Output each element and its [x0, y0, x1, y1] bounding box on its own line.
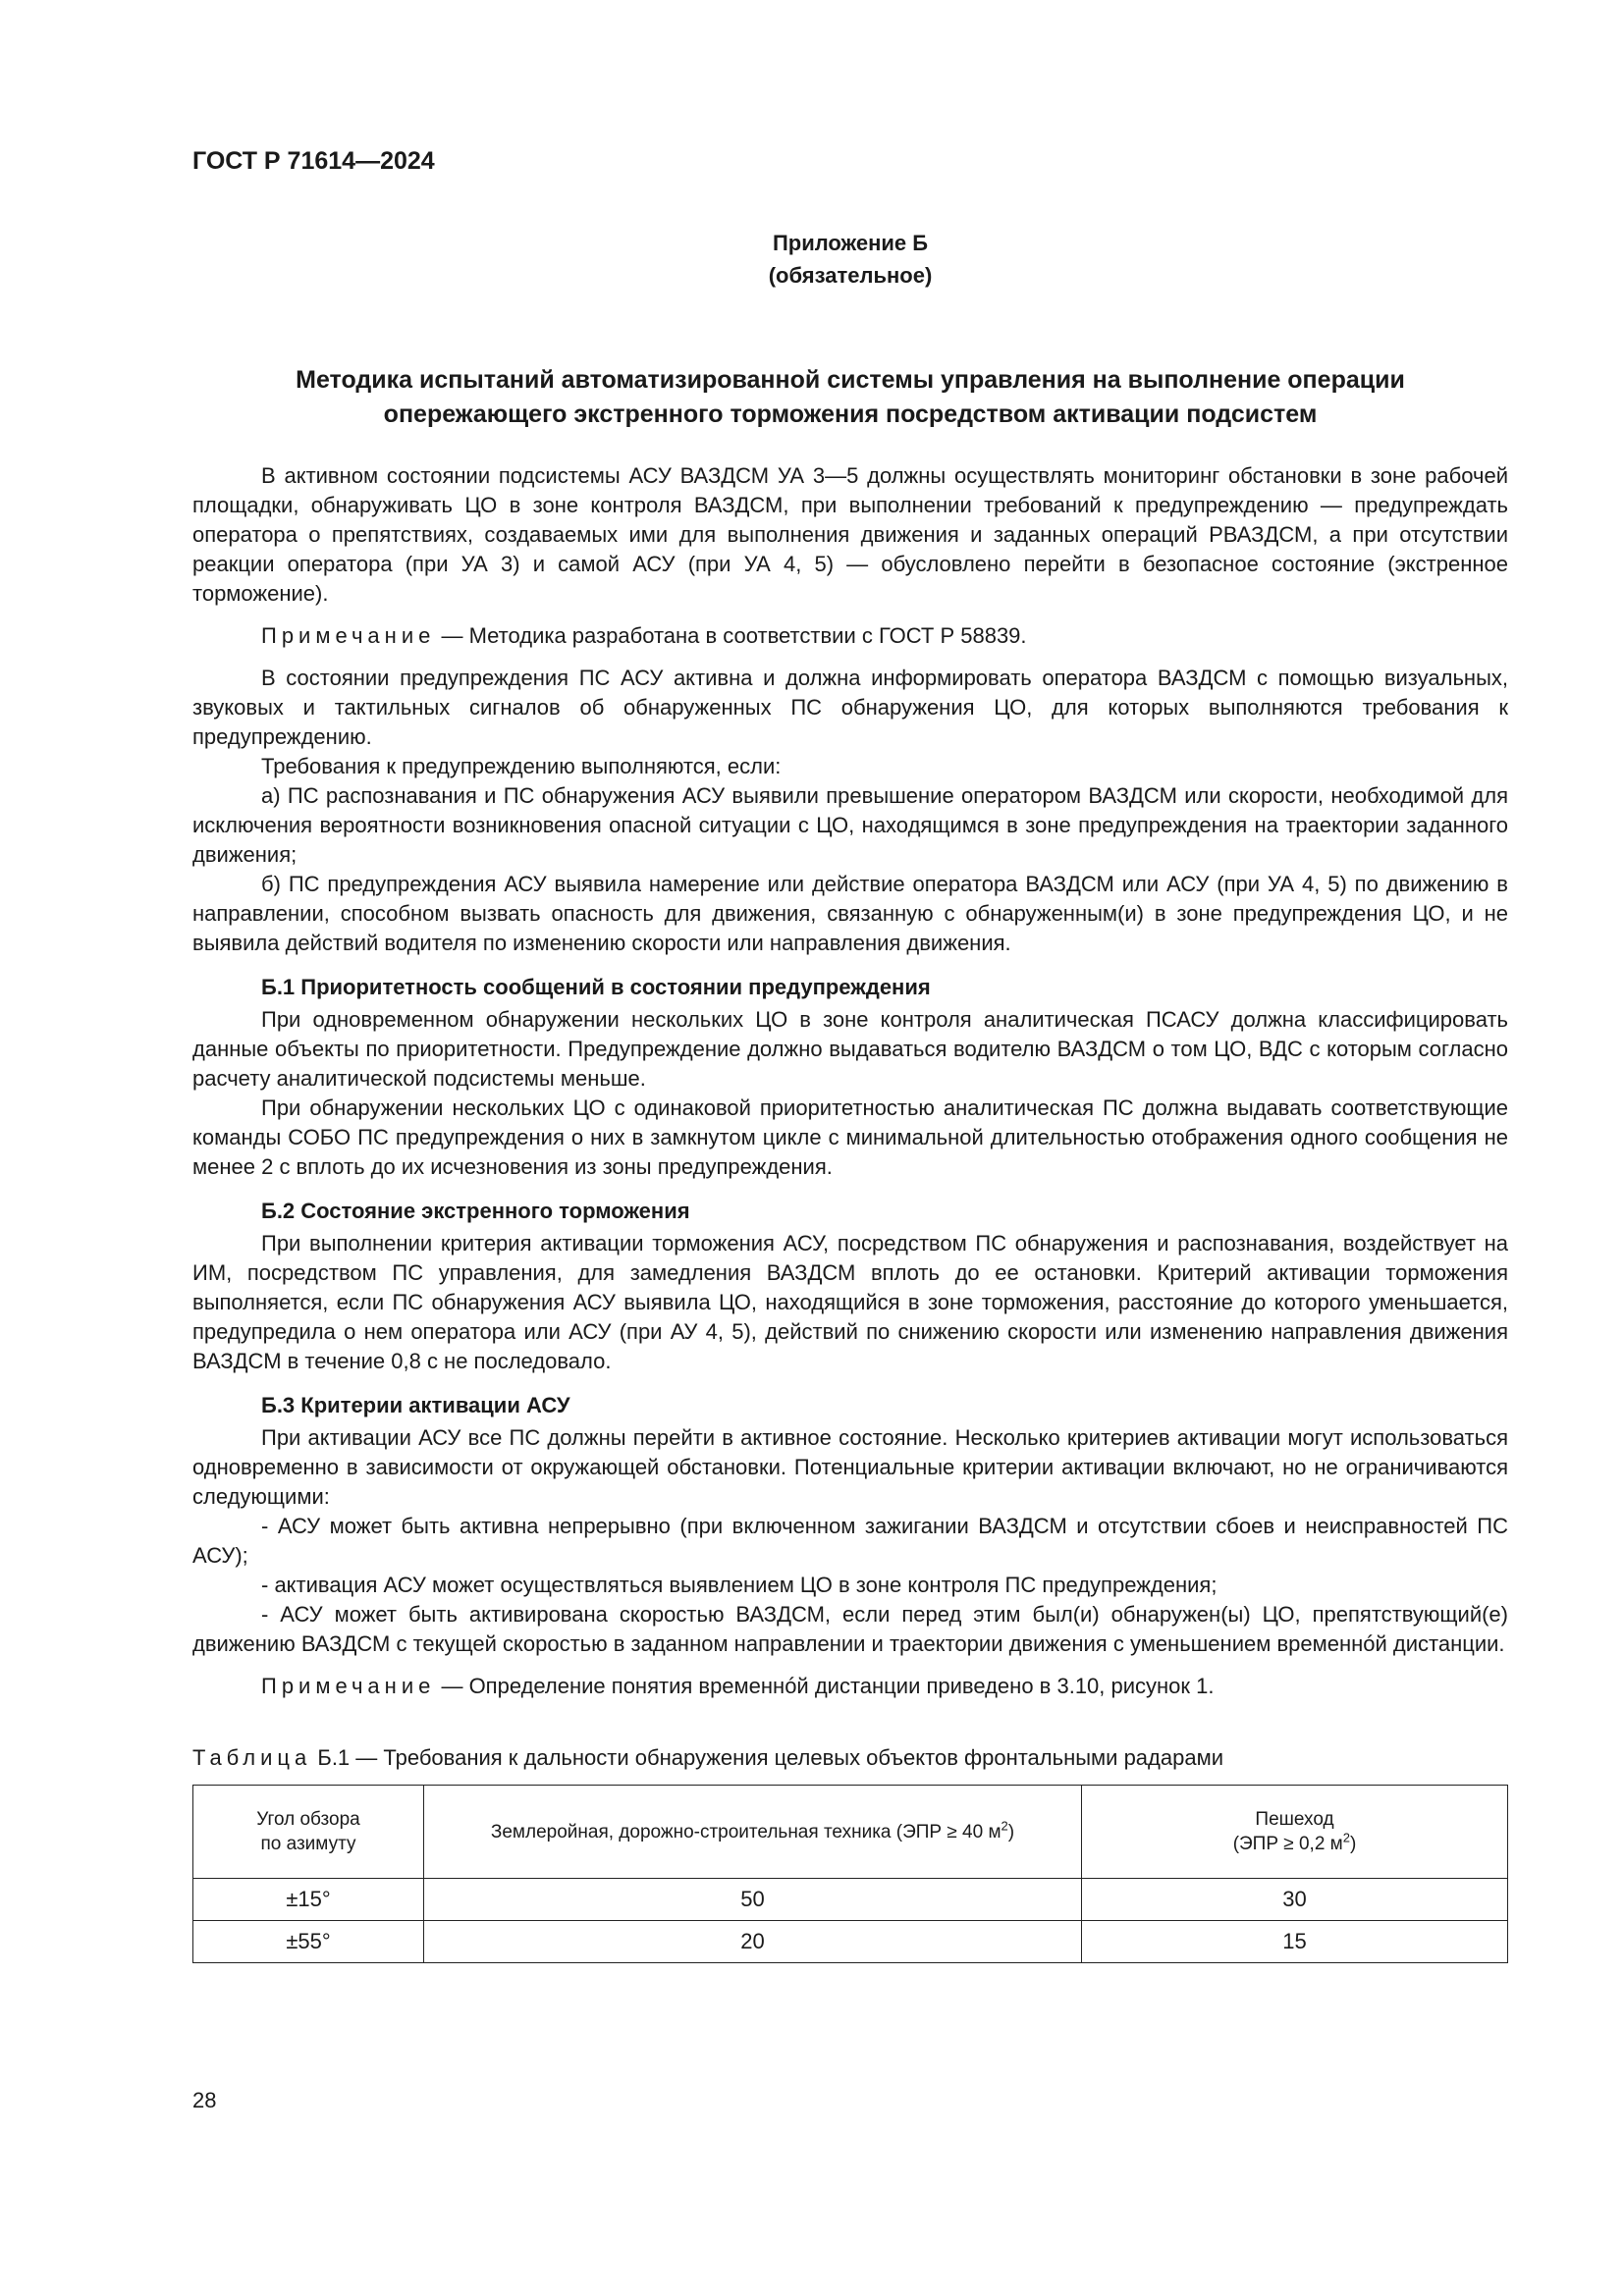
section-heading-b3: Б.3 Критерии активации АСУ	[261, 1393, 570, 1417]
section-b3-paragraph-1: При активации АСУ все ПС должны перейти в активное состояние. Несколько критериев активации могут использоваться одновременно в зависимости от окружающей обстановки. Потенциальные критерии активации включают, но не ограничиваются следующими:	[192, 1425, 1508, 1509]
cell-machinery-range: 20	[424, 1921, 1082, 1963]
intro-paragraph-3: Требования к предупреждению выполняются, если:	[261, 754, 782, 778]
cell-angle: ±55°	[193, 1921, 424, 1963]
list-item: - активация АСУ может осуществляться выявлением ЦО в зоне контроля ПС предупреждения;	[261, 1573, 1218, 1597]
annex-title-line-1: Методика испытаний автоматизированной системы управления на выполнение операции	[296, 366, 1405, 394]
note-label: Примечание	[261, 623, 436, 648]
note-text: — Методика разработана в соответствии с ГОСТ Р 58839.	[435, 623, 1027, 648]
cell-machinery-range: 50	[424, 1879, 1082, 1921]
intro-paragraph-2: В состоянии предупреждения ПС АСУ активна и должна информировать оператора ВАЗДСМ с помощью визуальных, звуковых и тактильных сигналов об обнаруженных ПС обнаружения ЦО, для которых выполняются требования к предупреждению.	[192, 666, 1508, 749]
detection-range-table	[192, 1785, 1508, 1963]
table-caption-label: Таблица	[192, 1745, 312, 1770]
annex-title	[192, 363, 1508, 432]
section-b1-paragraph-2: При обнаружении нескольких ЦО с одинаковой приоритетностью аналитическая ПС должна выдавать соответствующие команды СОБО ПС предупреждения о них в замкнутом цикле с минимальной длительностью отображения одного сообщения не менее 2 с вплоть до их исчезновения из зоны предупреждения.	[192, 1095, 1508, 1179]
note-text: — Определение понятия временнóй дистанции приведено в 3.10, рисунок 1.	[435, 1674, 1215, 1698]
annex-name: Приложение Б	[772, 231, 929, 255]
document-page	[192, 147, 1508, 1963]
list-item-a: а) ПС распознавания и ПС обнаружения АСУ выявили превышение оператором ВАЗДСМ или скорости, необходимой для исключения вероятности возникновения опасной ситуации с ЦО, находящимся в зоне предупреждения на траектории заданного движения;	[192, 783, 1508, 867]
intro-note	[192, 621, 1508, 651]
table-caption-text: Б.1 — Требования к дальности обнаружения целевых объектов фронтальными радарами	[311, 1745, 1224, 1770]
table-row	[193, 1921, 1508, 1963]
list-item: - АСУ может быть активирована скоростью ВАЗДСМ, если перед этим был(и) обнаружен(ы) ЦО, препятствующий(е) движению ВАЗДСМ с текущей скоростью в заданном направлении и траектории движения с уменьшением временнóй дистанции.	[192, 1602, 1508, 1656]
cell-angle: ±15°	[193, 1879, 424, 1921]
section-heading-b1: Б.1 Приоритетность сообщений в состоянии предупреждения	[261, 975, 931, 999]
cell-pedestrian-range: 15	[1082, 1921, 1508, 1963]
section-b2-paragraph-1: При выполнении критерия активации торможения АСУ, посредством ПС обнаружения и распознавания, воздействует на ИМ, посредством ПС управления, для замедления ВАЗДСМ вплоть до ее остановки. Критерий активации торможения выполняется, если ПС обнаружения АСУ выявила ЦО, находящийся в зоне торможения, расстояние до которого уменьшается, предупредила о нем оператора или АСУ (при АУ 4, 5), действий по снижению скорости или изменению направления движения ВАЗДСМ в течение 0,8 с не последовало.	[192, 1231, 1508, 1373]
standard-designation: ГОСТ Р 71614—2024	[192, 147, 435, 175]
page-number: 28	[192, 2088, 217, 2112]
annex-title-line-2: опережающего экстренного торможения посредством активации подсистем	[383, 400, 1318, 428]
cell-pedestrian-range: 30	[1082, 1879, 1508, 1921]
list-item-b: б) ПС предупреждения АСУ выявила намерение или действие оператора ВАЗДСМ или АСУ (при УА 4, 5) по движению в направлении, способном вызвать опасность для движения, связанную с обнаруженным(и) в зоне предупреждения ЦО, и не выявила действий водителя по изменению скорости или направления движения.	[192, 872, 1508, 955]
table-row	[193, 1879, 1508, 1921]
section-heading-b2: Б.2 Состояние экстренного торможения	[261, 1199, 690, 1223]
table-header-row	[193, 1786, 1508, 1879]
header-machinery: Землеройная, дорожно-строительная техника (ЭПР ≥ 40 $м^2$)	[424, 1786, 1082, 1879]
annex-status: (обязательное)	[768, 263, 933, 288]
section-b1-paragraph-1: При одновременном обнаружении нескольких ЦО в зоне контроля аналитическая ПСАСУ должна классифицировать данные объекты по приоритетности. Предупреждение должно выдаваться водителю ВАЗДСМ о том ЦО, ВДС с которым согласно расчету аналитической подсистемы меньше.	[192, 1007, 1508, 1091]
section-b3-note	[192, 1672, 1508, 1701]
header-azimuth-angle: Угол обзора по азимуту	[193, 1786, 424, 1879]
intro-paragraph-1: В активном состоянии подсистемы АСУ ВАЗДСМ УА 3—5 должны осуществлять мониторинг обстановки в зоне рабочей площадки, обнаруживать ЦО в зоне контроля ВАЗДСМ, при выполнении требований к предупреждению — предупреждать оператора о препятствиях, создаваемых ими для выполнения движения и заданных операций РВАЗДСМ, а при отсутствии реакции оператора (при УА 3) и самой АСУ (при УА 4, 5) — обусловлено перейти в безопасное состояние (экстренное торможение).	[192, 463, 1508, 606]
table-caption	[192, 1743, 1508, 1773]
header-pedestrian: Пешеход (ЭПР ≥ 0,2 $м^2$)	[1082, 1786, 1508, 1879]
note-label: Примечание	[261, 1674, 436, 1698]
annex-header	[192, 227, 1508, 292]
list-item: - АСУ может быть активна непрерывно (при включенном зажигании ВАЗДСМ и отсутствии сбоев и неисправностей ПС АСУ);	[192, 1514, 1508, 1568]
